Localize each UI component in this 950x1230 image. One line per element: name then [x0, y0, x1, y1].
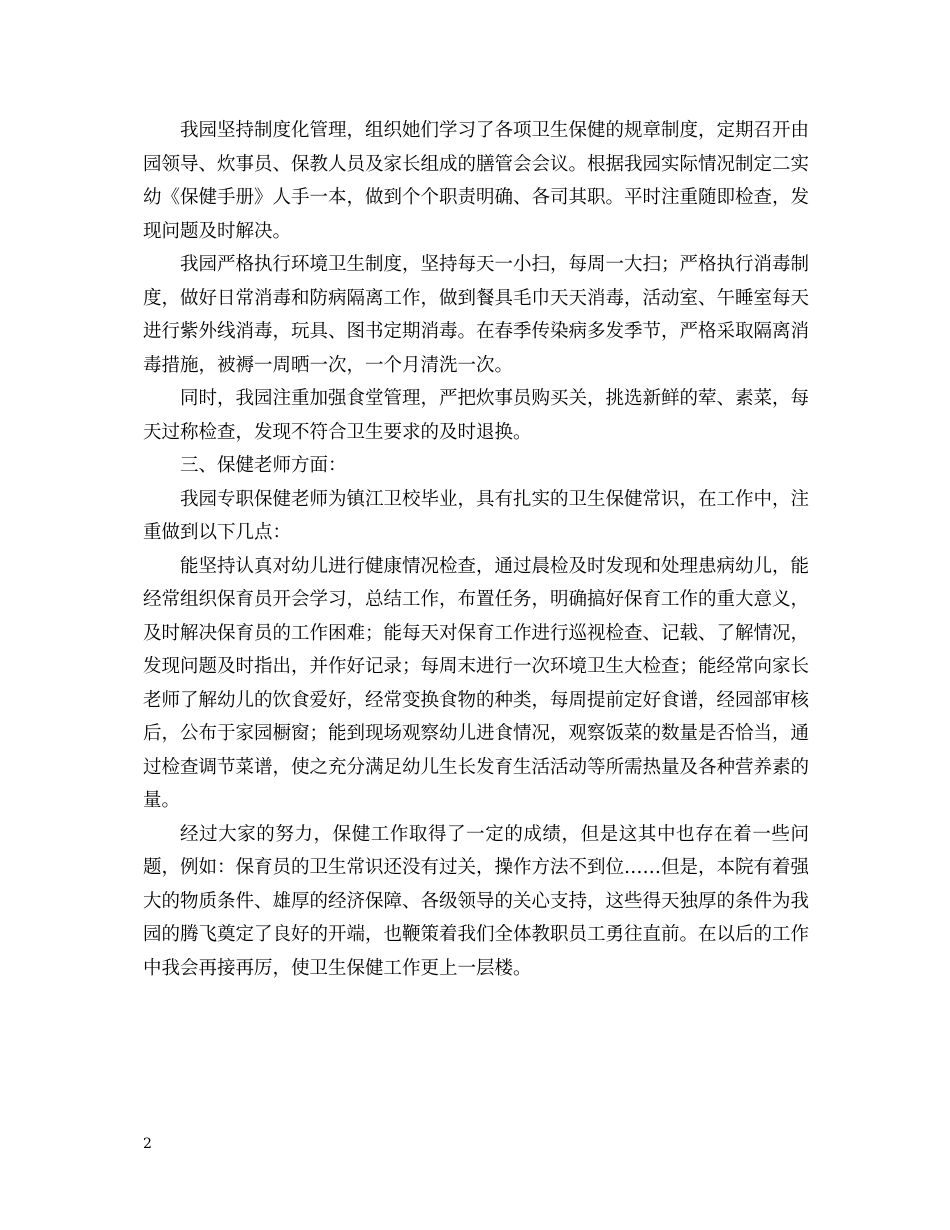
body-text — [143, 114, 809, 985]
paragraph-canteen: 同时，我园注重加强食堂管理，严把炊事员购买关，挑选新鲜的荤、素菜，每天过称检查，发现不符合卫生要求的及时退换。 — [143, 388, 810, 443]
paragraph-management: 我园坚持制度化管理，组织她们学习了各项卫生保健的规章制度，定期召开由园领导、炊事员、保教人员及家长组成的膳管会会议。根据我园实际情况制定二实幼《保健手册》人手一本，做到个个职责明确、各司其职。平时注重随即检查，发现问题及时解决。 — [143, 120, 810, 242]
paragraph-health-teacher-intro: 我园专职保健老师为镇江卫校毕业，具有扎实的卫生保健常识，在工作中，注重做到以下几点： — [143, 488, 810, 543]
section-heading-health-teacher: 三、保健老师方面： — [180, 455, 347, 476]
page-number: 2 — [143, 1136, 152, 1152]
paragraph-conclusion: 经过大家的努力，保健工作取得了一定的成绩，但是这其中也存在着一些问题，例如：保育员的卫生常识还没有过关，操作方法不到位……但是，本院有着强大的物质条件、雄厚的经济保障、各级领导的关心支持，这些得天独厚的条件为我园的腾飞奠定了良好的开端，也鞭策着我们全体教职员工勇往直前。在以后的工作中我会再接再厉，使卫生保健工作更上一层楼。 — [143, 823, 810, 979]
paragraph-environment-hygiene: 我园严格执行环境卫生制度，坚持每天一小扫，每周一大扫；严格执行消毒制度，做好日常消毒和防病隔离工作，做到餐具毛巾天天消毒，活动室、午睡室每天进行紫外线消毒，玩具、图书定期消毒。在春季传染病多发季节，严格采取隔离消毒措施，被褥一周晒一次，一个月清洗一次。 — [143, 254, 810, 376]
paragraph-health-teacher-duties: 能坚持认真对幼儿进行健康情况检查，通过晨检及时发现和处理患病幼儿，能经常组织保育员开会学习，总结工作，布置任务，明确搞好保育工作的重大意义，及时解决保育员的工作困难；能每天对保育工作进行巡视检查、记载、了解情况，发现问题及时指出，并作好记录；每周末进行一次环境卫生大检查；能经常向家长老师了解幼儿的饮食爱好，经常变换食物的种类，每周提前定好食谱，经园部审核后，公布于家园橱窗；能到现场观察幼儿进食情况，观察饭菜的数量是否恰当，通过检查调节菜谱，使之充分满足幼儿生长发育生活活动等所需热量及各种营养素的量。 — [143, 555, 810, 811]
